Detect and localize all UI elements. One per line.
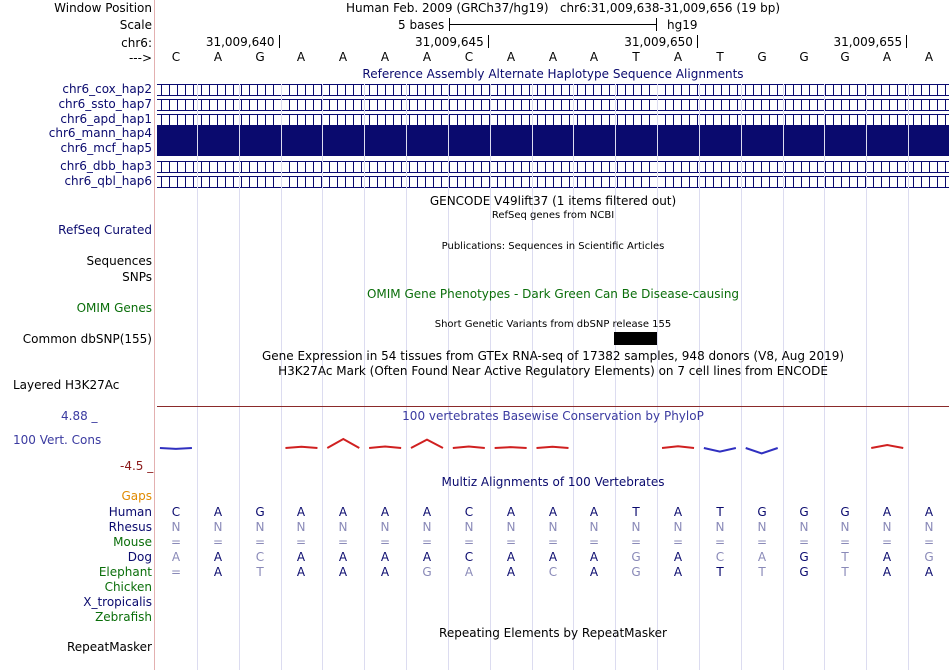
species-base: N: [464, 520, 474, 534]
species-base: G: [799, 565, 809, 579]
phylop-score-mark: [662, 446, 694, 448]
species-base: A: [882, 550, 892, 564]
coordinate-label: 31,009,645: [415, 35, 484, 49]
reference-base: C: [171, 50, 181, 64]
species-label[interactable]: Mouse: [113, 535, 152, 549]
alt-haplotype-alignment[interactable]: [157, 114, 949, 126]
reference-base: A: [882, 50, 892, 64]
reference-base: T: [716, 50, 724, 64]
window-position-label: Window Position: [54, 1, 152, 15]
species-base: A: [924, 565, 934, 579]
phylop-score-mark: [495, 447, 527, 448]
alt-haplotype-alignment[interactable]: [157, 126, 949, 141]
species-base: A: [673, 565, 683, 579]
gtex-track-title[interactable]: Gene Expression in 54 tissues from GTEx RNA-seq of 17382 samples, 948 donors (V8, Aug 2019): [261, 349, 845, 363]
species-base: N: [631, 520, 641, 534]
coordinate-tick: [488, 35, 489, 48]
alt-haplotype-alignment[interactable]: [157, 99, 949, 111]
species-base: A: [338, 550, 348, 564]
species-base: A: [338, 565, 348, 579]
species-base: T: [841, 565, 849, 579]
species-base: N: [840, 520, 850, 534]
reference-base: A: [422, 50, 432, 64]
coordinate-label: 31,009,655: [833, 35, 903, 49]
species-base: C: [255, 550, 265, 564]
reference-base: A: [548, 50, 558, 64]
species-base: A: [589, 565, 599, 579]
species-base: =: [923, 535, 935, 549]
reference-base: A: [673, 50, 683, 64]
repeatmasker-track-label[interactable]: RepeatMasker: [66, 640, 152, 654]
dbsnp-track-title[interactable]: Short Genetic Variants from dbSNP release 155: [434, 319, 672, 330]
species-base: G: [840, 505, 850, 519]
reference-base: A: [338, 50, 348, 64]
snps-track-label[interactable]: SNPs: [122, 270, 152, 284]
species-base: N: [255, 520, 265, 534]
alt-haplotype-alignment[interactable]: [157, 141, 949, 156]
species-base: G: [631, 565, 641, 579]
species-base: =: [839, 535, 851, 549]
phylop-track-title[interactable]: 100 vertebrates Basewise Conservation by PhyloP: [402, 409, 704, 423]
alt-haplotype-label[interactable]: chr6_qbl_hap6: [64, 174, 152, 188]
phylop-score-mark: [369, 447, 401, 449]
phylop-score-mark: [453, 447, 485, 449]
reference-base: A: [213, 50, 223, 64]
reference-base: G: [757, 50, 767, 64]
scale-label: Scale: [119, 18, 152, 32]
species-base: N: [589, 520, 599, 534]
species-base: A: [464, 565, 474, 579]
species-base: A: [924, 505, 934, 519]
species-base: =: [547, 535, 559, 549]
alt-haplotype-alignment[interactable]: [157, 84, 949, 96]
species-base: T: [716, 565, 724, 579]
species-base: N: [715, 520, 725, 534]
publications-track-title[interactable]: Publications: Sequences in Scientific Articles: [441, 241, 665, 252]
species-base: N: [213, 520, 223, 534]
coordinate-tick: [906, 35, 907, 48]
phylop-track-label[interactable]: 100 Vert. Cons: [13, 433, 102, 447]
species-base: A: [589, 505, 599, 519]
species-base: A: [548, 505, 558, 519]
refseq-track-title[interactable]: RefSeq genes from NCBI: [491, 210, 615, 221]
species-base: G: [757, 505, 767, 519]
species-base: =: [170, 535, 182, 549]
omim-track-label[interactable]: OMIM Genes: [76, 301, 152, 315]
phylop-score-mark: [327, 439, 359, 448]
species-base: G: [255, 505, 265, 519]
species-base: A: [171, 550, 181, 564]
species-base: =: [379, 535, 391, 549]
repeatmasker-track-title[interactable]: Repeating Elements by RepeatMasker: [439, 626, 667, 640]
species-base: A: [296, 550, 306, 564]
species-base: T: [758, 565, 766, 579]
alt-haplotype-alignment[interactable]: [157, 161, 949, 173]
species-label[interactable]: Elephant: [98, 565, 152, 579]
reference-base: C: [464, 50, 474, 64]
species-base: G: [924, 550, 934, 564]
reference-base: T: [632, 50, 640, 64]
species-base: =: [254, 535, 266, 549]
alt-haplotype-label[interactable]: chr6_mann_hap4: [48, 126, 152, 140]
species-base: A: [338, 505, 348, 519]
species-base: A: [882, 565, 892, 579]
species-base: =: [714, 535, 726, 549]
species-base: C: [548, 565, 558, 579]
species-base: A: [589, 550, 599, 564]
species-base: A: [213, 550, 223, 564]
alt-haplotype-label[interactable]: chr6_ssto_hap7: [58, 97, 152, 111]
species-base: A: [213, 565, 223, 579]
species-base: A: [422, 550, 432, 564]
coordinate-label: 31,009,640: [205, 35, 275, 49]
species-base: N: [296, 520, 306, 534]
reference-base: A: [296, 50, 306, 64]
species-base: N: [171, 520, 181, 534]
species-base: A: [213, 505, 223, 519]
phylop-score-mark: [411, 440, 443, 448]
species-base: T: [632, 505, 640, 519]
gaps-track-label[interactable]: Gaps: [121, 489, 152, 503]
scale-bar-right-tick: [656, 18, 657, 31]
species-base: =: [881, 535, 893, 549]
species-label[interactable]: Chicken: [104, 580, 152, 594]
species-base: A: [882, 505, 892, 519]
alt-haplotype-label[interactable]: chr6_dbb_hap3: [60, 159, 152, 173]
species-base: A: [506, 565, 516, 579]
species-base: =: [505, 535, 517, 549]
species-base: A: [296, 505, 306, 519]
refseq-track-label[interactable]: RefSeq Curated: [58, 223, 152, 237]
species-base: G: [799, 550, 809, 564]
alt-haplotype-label[interactable]: chr6_mcf_hap5: [60, 141, 152, 155]
species-base: A: [506, 505, 516, 519]
coordinate-tick: [279, 35, 280, 48]
species-base: =: [170, 565, 182, 579]
label-column-divider: [154, 0, 155, 670]
phylop-max-value: 4.88 _: [61, 409, 98, 423]
phylop-score-mark: [871, 445, 903, 448]
alt-haplotype-label[interactable]: chr6_apd_hap1: [60, 112, 152, 126]
species-base: =: [798, 535, 810, 549]
species-base: A: [506, 550, 516, 564]
species-base: T: [841, 550, 849, 564]
window-position-value: Human Feb. 2009 (GRCh37/hg19) chr6:31,009,638-31,009,656 (19 bp): [346, 1, 781, 15]
species-base: A: [296, 565, 306, 579]
reference-base: A: [924, 50, 934, 64]
species-base: A: [422, 505, 432, 519]
species-base: =: [212, 535, 224, 549]
species-base: A: [380, 550, 390, 564]
species-label[interactable]: Rhesus: [108, 520, 152, 534]
phylop-min-value: -4.5 _: [120, 459, 154, 473]
species-base: N: [924, 520, 934, 534]
multiz-track-title[interactable]: Multiz Alignments of 100 Vertebrates: [441, 475, 665, 489]
sequences-track-label[interactable]: Sequences: [86, 254, 152, 268]
scale-value: 5 bases: [398, 18, 445, 32]
species-base: =: [588, 535, 600, 549]
species-base: G: [422, 565, 432, 579]
phylop-score-mark: [537, 447, 569, 448]
h3k27ac-track-title[interactable]: H3K27Ac Mark (Often Found Near Active Regulatory Elements) on 7 cell lines from ENCODE: [278, 364, 828, 378]
species-base: N: [506, 520, 516, 534]
phylop-score-mark: [704, 448, 736, 452]
alt-haplotype-alignment[interactable]: [157, 176, 949, 188]
species-base: N: [548, 520, 558, 534]
species-base: =: [756, 535, 768, 549]
species-base: N: [338, 520, 348, 534]
reference-base: G: [799, 50, 809, 64]
gencode-track-title[interactable]: GENCODE V49lift37 (1 items filtered out): [429, 194, 677, 208]
chromosome-label: chr6:: [121, 36, 152, 50]
phylop-score-mark: [746, 448, 778, 453]
species-base: A: [673, 550, 683, 564]
species-label[interactable]: Zebrafish: [95, 610, 152, 624]
species-base: N: [799, 520, 809, 534]
scale-assembly: hg19: [667, 18, 698, 32]
species-base: A: [673, 505, 683, 519]
scale-bar-left-tick: [449, 18, 450, 31]
dbsnp-variant-feature[interactable]: [614, 332, 657, 345]
species-base: =: [630, 535, 642, 549]
species-base: =: [672, 535, 684, 549]
reference-base: G: [840, 50, 850, 64]
h3k27ac-track-label[interactable]: Layered H3K27Ac: [13, 378, 120, 392]
species-base: A: [548, 550, 558, 564]
species-base: C: [715, 550, 725, 564]
species-base: C: [464, 550, 474, 564]
species-base: G: [799, 505, 809, 519]
dbsnp-track-label[interactable]: Common dbSNP(155): [22, 332, 152, 346]
species-base: G: [631, 550, 641, 564]
omim-track-title[interactable]: OMIM Gene Phenotypes - Dark Green Can Be Disease-causing: [366, 287, 740, 301]
reference-base: G: [255, 50, 265, 64]
alt-haplotype-title: Reference Assembly Alternate Haplotype Sequence Alignments: [362, 67, 744, 81]
scale-bar: [449, 24, 656, 25]
species-base: N: [422, 520, 432, 534]
species-base: T: [716, 505, 724, 519]
species-base: C: [171, 505, 181, 519]
alt-haplotype-label[interactable]: chr6_cox_hap2: [62, 82, 152, 96]
species-label[interactable]: X_tropicalis: [83, 595, 152, 609]
species-label[interactable]: Dog: [127, 550, 152, 564]
phylop-score-mark: [160, 448, 192, 449]
species-base: N: [380, 520, 390, 534]
species-base: T: [256, 565, 264, 579]
species-base: A: [380, 505, 390, 519]
species-base: =: [463, 535, 475, 549]
species-base: C: [464, 505, 474, 519]
coordinate-tick: [697, 35, 698, 48]
species-base: =: [337, 535, 349, 549]
h3k27ac-baseline: [157, 406, 949, 407]
species-base: A: [757, 550, 767, 564]
species-label[interactable]: Human: [108, 505, 152, 519]
strand-label: --->: [128, 51, 152, 65]
species-base: N: [757, 520, 767, 534]
phylop-conservation-plot: [157, 426, 949, 466]
reference-base: A: [506, 50, 516, 64]
species-base: N: [673, 520, 683, 534]
species-base: =: [421, 535, 433, 549]
phylop-score-mark: [285, 447, 317, 448]
species-base: A: [380, 565, 390, 579]
reference-base: A: [380, 50, 390, 64]
reference-base: A: [589, 50, 599, 64]
species-base: N: [882, 520, 892, 534]
coordinate-label: 31,009,650: [624, 35, 693, 49]
species-base: =: [295, 535, 307, 549]
